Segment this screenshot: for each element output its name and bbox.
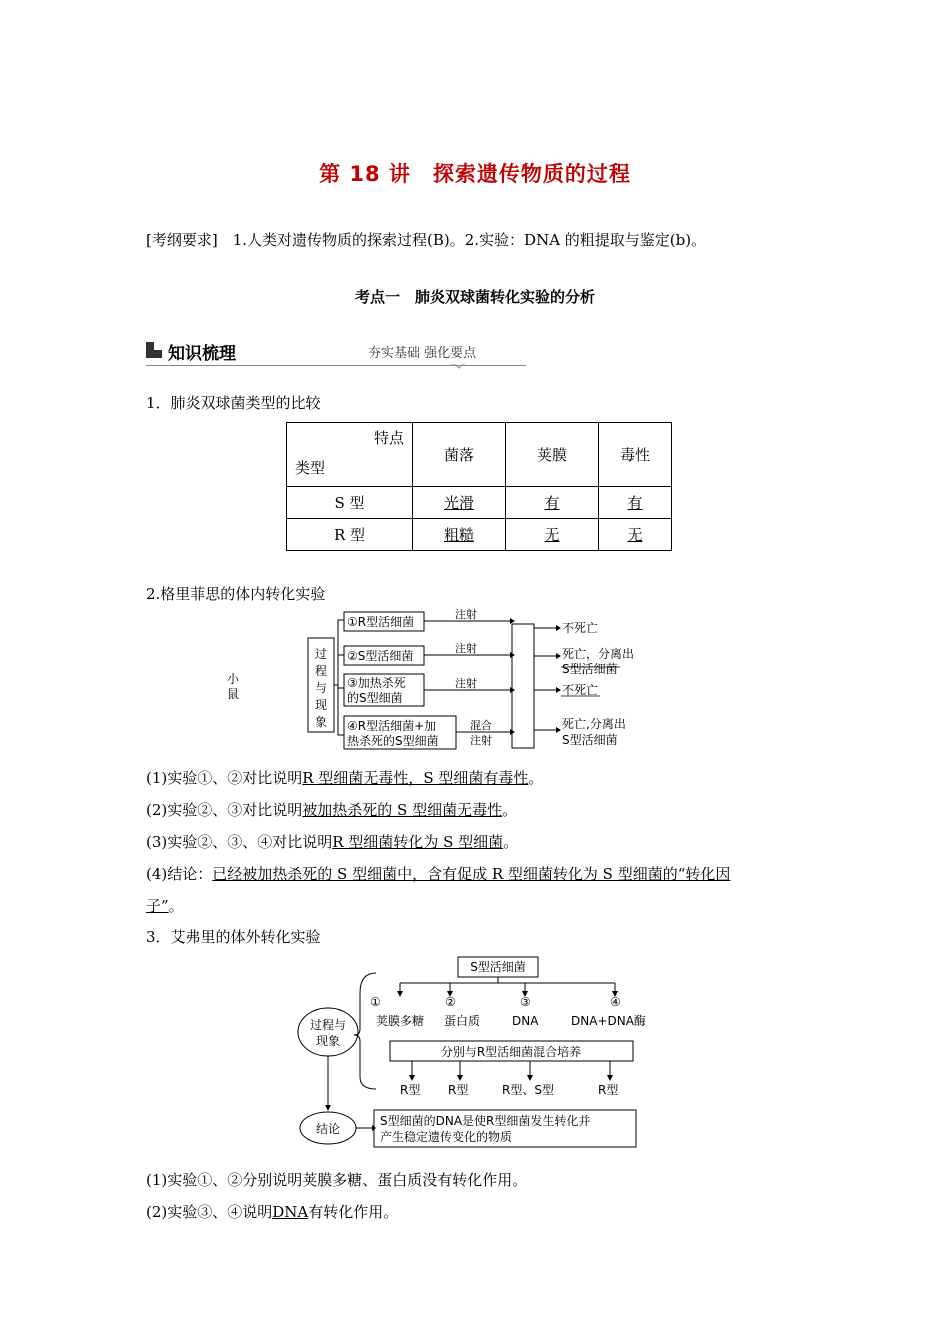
- conclusion-text: S型细菌的DNA是使R型细菌发生转化并: [380, 1114, 591, 1128]
- result4: 死亡,分离出: [562, 717, 626, 731]
- inject-label: 注射: [455, 642, 477, 655]
- outcome-label: R型: [598, 1083, 619, 1097]
- outcome-label: R型: [400, 1083, 421, 1097]
- table-header: 菌落: [413, 423, 506, 487]
- paragraph: (1)实验①、②分别说明荚膜多糖、蛋白质没有转化作用。: [146, 1171, 528, 1189]
- result1: 不死亡: [562, 621, 599, 635]
- banner-subtitle: 夯实基础 强化要点: [368, 346, 477, 361]
- table-row: R 型 粗糙 无 无: [287, 519, 672, 551]
- result2: 死亡，分离出: [562, 647, 635, 661]
- num3: ③: [520, 995, 531, 1009]
- outcome-label: R型: [448, 1083, 469, 1097]
- table-corner: 特点 类型: [287, 423, 413, 487]
- paragraph: (1)实验①、②对比说明R 型细菌无毒性，S 型细菌有毒性。: [146, 769, 544, 787]
- paragraph: (2)实验③、④说明DNA有转化作用。: [146, 1203, 399, 1221]
- table-header: 荚膜: [506, 423, 599, 487]
- comparison-table: [286, 422, 672, 551]
- section3-heading: 3．艾弗里的体外转化实验: [146, 928, 321, 946]
- page-title: 第 18 讲 探索遗传物质的过程: [319, 162, 631, 186]
- banner-title: 知识梳理: [168, 344, 236, 364]
- mouse-label: 小鼠: [226, 672, 239, 701]
- kaodian-heading: 考点一 肺炎双球菌转化实验的分析: [354, 288, 595, 306]
- table-row: S 型 光滑 有 有: [287, 487, 672, 519]
- result4: S型活细菌: [562, 733, 618, 747]
- box1-label: ①R型活细菌: [347, 615, 415, 629]
- avery-diagram: [290, 953, 650, 1153]
- side-label: 过程与现象: [315, 647, 328, 729]
- num4: ④: [610, 995, 621, 1009]
- inject-label: 注射: [455, 608, 477, 621]
- griffith-diagram: [300, 608, 680, 756]
- inject-label: 注射: [455, 677, 477, 690]
- box4-label: 热杀死的S型细菌: [347, 734, 439, 748]
- paragraph: 子”。: [146, 897, 184, 915]
- knowledge-banner: [146, 339, 526, 369]
- section2-heading: 2.格里菲思的体内转化实验: [146, 585, 326, 603]
- component-label: DNA+DNA酶: [571, 1014, 646, 1028]
- component-label: 蛋白质: [444, 1014, 481, 1028]
- box3-label: 的S型细菌: [347, 691, 403, 705]
- inject-label: 注射: [470, 734, 492, 747]
- conclusion-text: 产生稳定遗传变化的物质: [380, 1130, 513, 1144]
- oval-label: 过程与: [309, 1018, 347, 1032]
- component-label: DNA: [512, 1014, 539, 1028]
- exam-requirements: [考纲要求] 1.人类对遗传物质的探索过程(B)。2.实验：DNA 的粗提取与鉴定(b)。: [146, 231, 707, 249]
- top-box-label: S型活细菌: [470, 960, 526, 974]
- mix-label: 混合: [470, 719, 492, 732]
- result2: S型活细菌: [562, 662, 618, 676]
- outcome-label: R型、S型: [502, 1083, 554, 1097]
- paragraph: (3)实验②、③、④对比说明R 型细菌转化为 S 型细菌。: [146, 833, 519, 851]
- box2-label: ②S型活细菌: [347, 649, 414, 663]
- paragraph: (4)结论：已经被加热杀死的 S 型细菌中，含有促成 R 型细菌转化为 S 型细菌的“转化因: [146, 865, 731, 883]
- paragraph: (2)实验②、③对比说明被加热杀死的 S 型细菌无毒性。: [146, 801, 518, 819]
- section1-heading: 1．肺炎双球菌类型的比较: [146, 394, 321, 412]
- num2: ②: [445, 995, 456, 1009]
- box4-label: ④R型活细菌+加: [347, 719, 437, 733]
- component-label: 荚膜多糖: [376, 1014, 425, 1028]
- oval-label: 现象: [315, 1034, 341, 1048]
- num1: ①: [370, 995, 381, 1009]
- mix-box-label: 分别与R型活细菌混合培养: [440, 1045, 582, 1059]
- table-header: 毒性: [599, 423, 672, 487]
- conclusion-oval-label: 结论: [315, 1122, 341, 1136]
- result3: 不死亡: [562, 683, 599, 697]
- box3-label: ③加热杀死: [347, 676, 406, 690]
